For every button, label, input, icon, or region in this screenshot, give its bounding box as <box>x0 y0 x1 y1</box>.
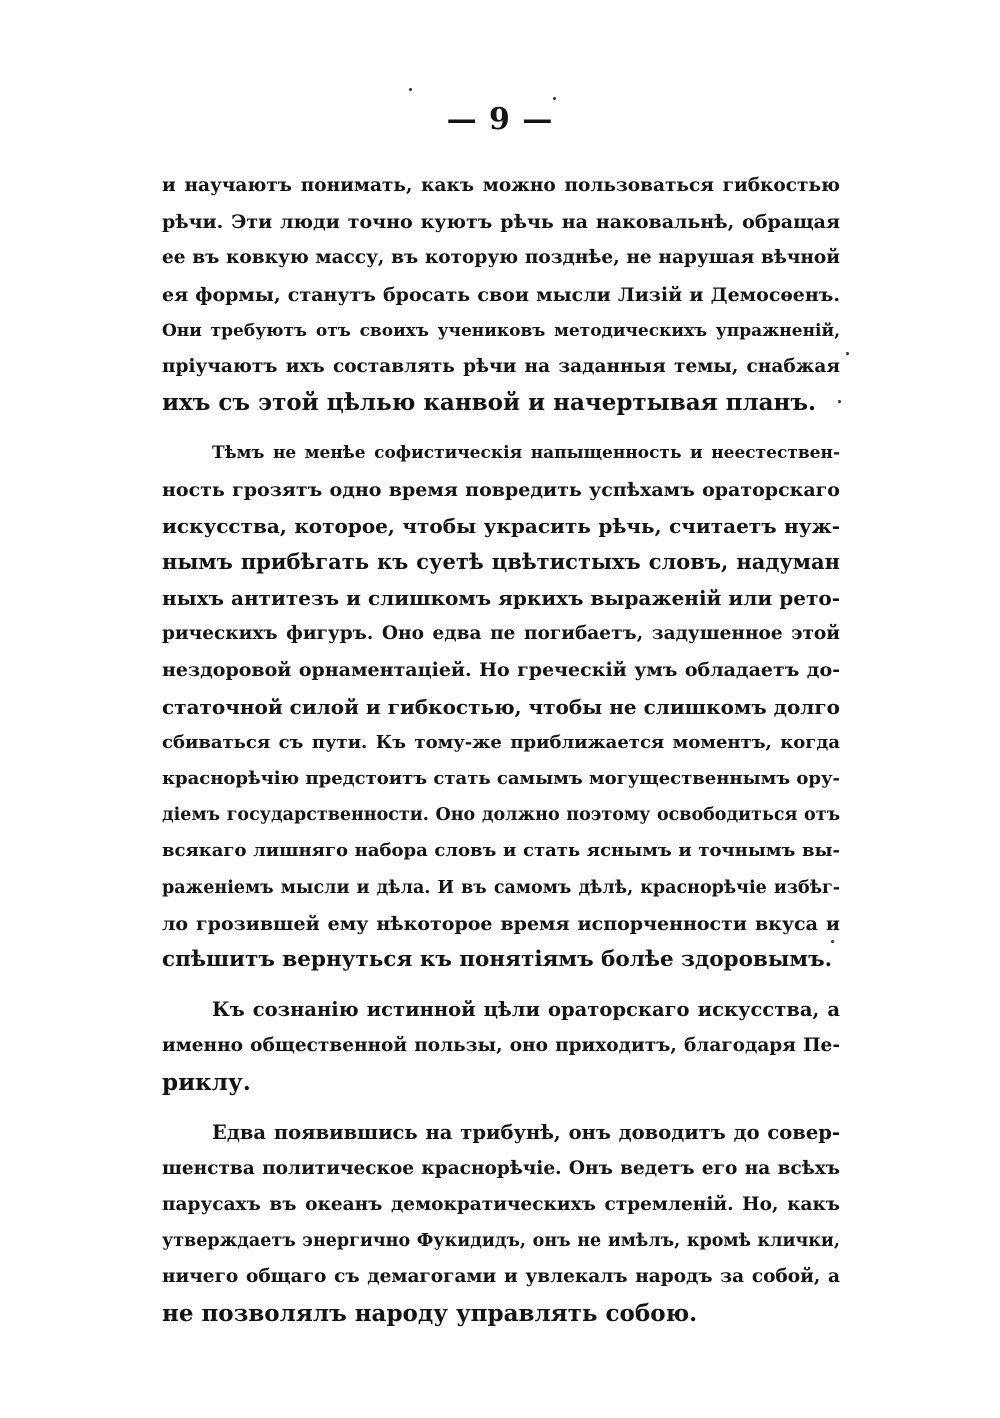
text-line: рѣчи. Эти люди точно куютъ рѣчь на наковальнѣ, обращая <box>162 211 840 234</box>
page-number: — 9 — <box>446 102 554 137</box>
text-line: нездоровой орнаментаціей. Но греческій умъ обладаетъ до- <box>162 659 840 682</box>
paragraph <box>162 1115 840 1332</box>
text-line: ихъ съ этой цѣлью канвой и начертывая планъ. <box>162 389 817 417</box>
body-text <box>162 168 840 1332</box>
text-line: не позволялъ народу управлять собою. <box>162 1299 698 1327</box>
text-line: пріучаютъ ихъ составлять рѣчи на заданныя темы, снабжая <box>162 355 840 377</box>
text-line: утверждаетъ энергично Фукидидъ, онъ не имѣлъ, кромѣ клички, <box>162 1231 840 1252</box>
text-line: нымъ прибѣгать къ суетѣ цвѣтистыхъ словъ, надуман <box>162 548 840 574</box>
text-line: ничего общаго съ демагогами и увлекалъ народъ за собой, а <box>162 1266 840 1288</box>
print-speck <box>409 88 412 91</box>
text-line: Къ сознанію истинной цѣли ораторскаго искусства, а <box>212 998 840 1022</box>
text-line: ее въ ковкую массу, въ которую позднѣе, не нарушая вѣчной <box>162 247 840 269</box>
text-line: Они требуютъ отъ своихъ учениковъ методическихъ упражненій, <box>162 320 840 341</box>
text-line: спѣшитъ вернуться къ понятіямъ болѣе здоровымъ. <box>162 946 833 972</box>
text-line: ность грозятъ одно время повредить успѣхамъ ораторскаго <box>162 478 840 501</box>
text-line: статочной силой и гибкостью, чтобы не слишкомъ долго <box>162 694 840 719</box>
text-line: ло грозившей ему нѣкоторое время испорченности вкуса и <box>162 912 840 935</box>
text-line: риклу. <box>162 1068 251 1096</box>
text-line: Тѣмъ не менѣе софистическія напыщенность и неестествен- <box>212 443 840 464</box>
text-line: ея формы, станутъ бросать свои мысли Лизій и Демосѳенъ. <box>162 283 840 306</box>
text-line: и научаютъ понимать, какъ можно пользоваться гибкостью <box>162 175 840 196</box>
paragraph <box>162 435 840 978</box>
paragraph <box>162 992 840 1101</box>
text-line: діемъ государственности. Оно должно поэтому освободиться отъ <box>162 805 840 826</box>
paragraph <box>162 168 840 421</box>
text-line: парусахъ въ океанъ демократическихъ стремленій. Но, какъ <box>162 1194 840 1216</box>
text-line: шенства политическое краснорѣчіе. Онъ ведетъ его на всѣхъ <box>162 1157 840 1179</box>
text-line: рическихъ фигуръ. Оно едва пе погибаетъ, задушенное этой <box>162 623 840 645</box>
text-line: всякаго лишняго набора словъ и стать яснымъ и точнымъ вы- <box>162 840 840 862</box>
text-line: именно общественной пользы, оно приходитъ, благодаря Пе- <box>162 1035 840 1057</box>
text-line: сбиваться съ пути. Къ тому-же приближается моментъ, когда <box>162 731 840 753</box>
text-line: раженіемъ мысли и дѣла. И въ самомъ дѣлѣ, краснорѣчіе избѣг- <box>162 877 840 898</box>
text-line: искусства, которое, чтобы украсить рѣчь, считаетъ нуж- <box>162 513 840 538</box>
text-line: краснорѣчію предстоитъ стать самымъ могущественнымъ ору- <box>162 768 840 789</box>
print-speck <box>846 352 849 355</box>
print-speck <box>553 97 556 100</box>
text-line: ныхъ антитезъ и слишкомъ яркихъ выраженій или рето- <box>162 586 840 611</box>
text-line: Едва появившись на трибунѣ, онъ доводитъ до совер- <box>212 1120 840 1144</box>
